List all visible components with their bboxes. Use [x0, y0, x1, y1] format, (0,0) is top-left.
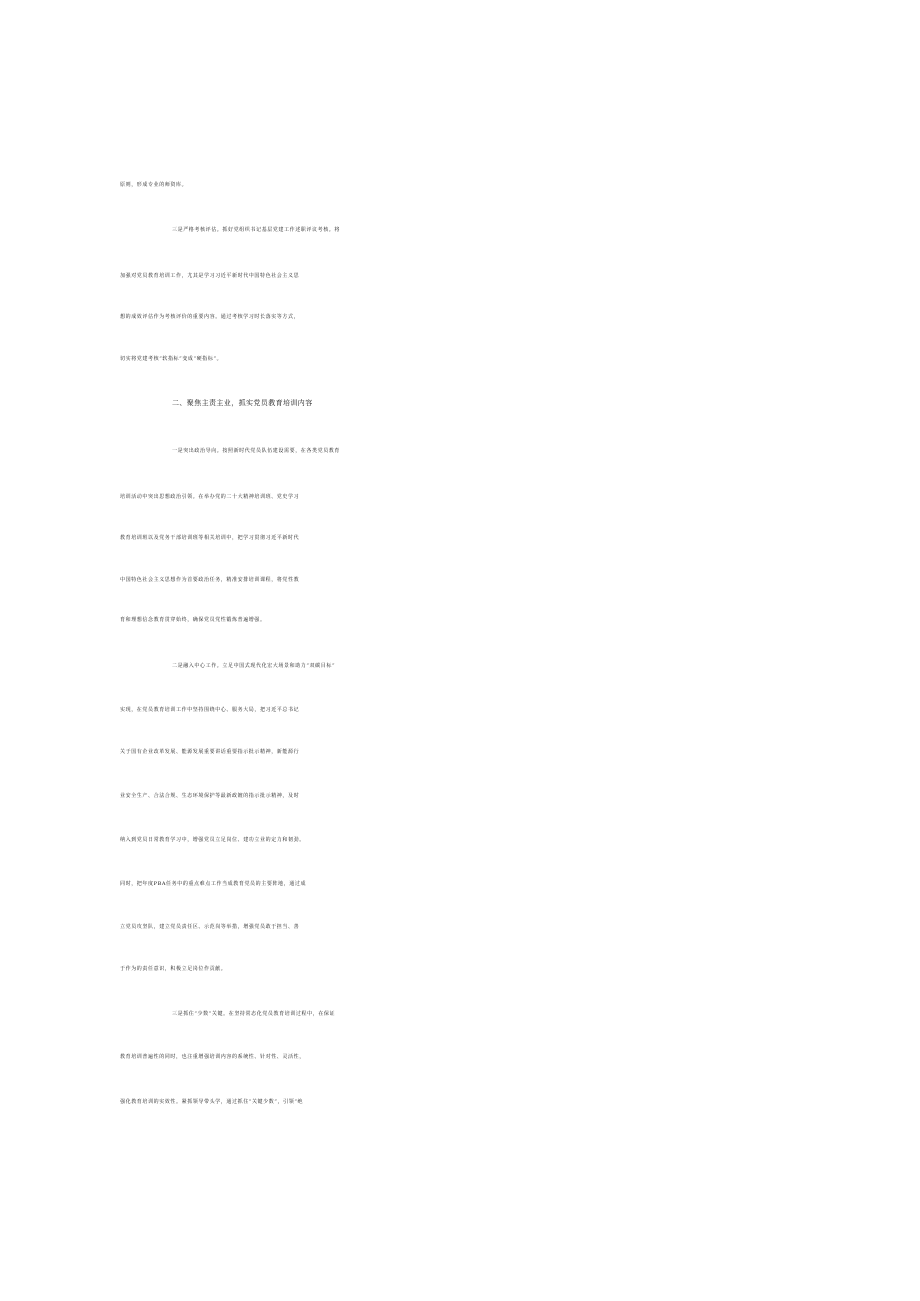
section-heading: 二、聚焦主责主业，抓实党员教育培训内容	[172, 399, 313, 407]
text-line: 立党员攻坚队，建立党员责任区、示范岗等举措，增强党员敢于担当、善	[120, 924, 300, 930]
text-line: 中国特色社会主义思想作为首要政治任务，精准安排培训课程，将党性教	[120, 577, 300, 583]
text-line: 三是抓住“少数”关键。在坚持常态化党员教育培训过程中，在保证	[172, 1011, 336, 1017]
text-line: 切实将党建考核“软指标”变成“硬指标”。	[120, 356, 223, 362]
text-line: 同时，把年度PBA任务中的重点难点工作当成教育党员的主要阵地，通过成	[120, 881, 307, 887]
text-line: 业安全生产、合法合规、生态环境保护等最新政镀的指示批示精神，及时	[120, 793, 300, 799]
text-line: 教育培训普遍性的同时，也注重增强培训内容的系统性、针对性、灵活性，	[120, 1054, 305, 1060]
text-line: 培训活动中突出思想政治引领。在举办党的二十大精神培训班、党史学习	[120, 494, 300, 500]
text-line: 于作为的责任意识，积极立足岗位作贡献。	[120, 966, 227, 972]
text-line: 强化教育培训的实效性。紧抓领导带头学，通过抓住“关键少数”，引领“绝	[120, 1099, 304, 1105]
text-line: 育和理想信念教育贯穿始终，确保党员党性锻炼普遍增强。	[120, 617, 266, 623]
text-line: 加强对党员教育培训工作，尤其是学习习近平新时代中国特色社会主义思	[120, 273, 300, 279]
text-line: 关于国有企业改革发展、能源发展重要讲话重要指示批示精神，新能源行	[120, 749, 300, 755]
text-line: 一是突出政治导向。按照新时代党员队伍建设需要，在各类党员教育	[172, 448, 341, 454]
text-line: 二是融入中心工作。立足中国式现代化宏大场景和助力“双碳目标”	[172, 663, 336, 669]
text-line: 纳入到党员日常教育学习中，增强党员立足岗位、建功立业的定力和韧劲。	[120, 837, 305, 843]
text-line: 教育培训班以及党务干部培训班等相关培训中，把学习贯彻习近平新时代	[120, 535, 300, 541]
text-line: 想的成效评估作为考核评价的重要内容。通过考核学习时长落实等方式，	[120, 314, 300, 320]
text-line: 三是严格考核评估。抓好党组织书记基层党建工作述职评议考核。将	[172, 227, 341, 233]
text-line: 实现，在党员教育培训工作中坚持围绕中心、服务大局，把习近平总书记	[120, 707, 300, 713]
text-line: 原则，形成专业的师资库。	[120, 182, 188, 188]
